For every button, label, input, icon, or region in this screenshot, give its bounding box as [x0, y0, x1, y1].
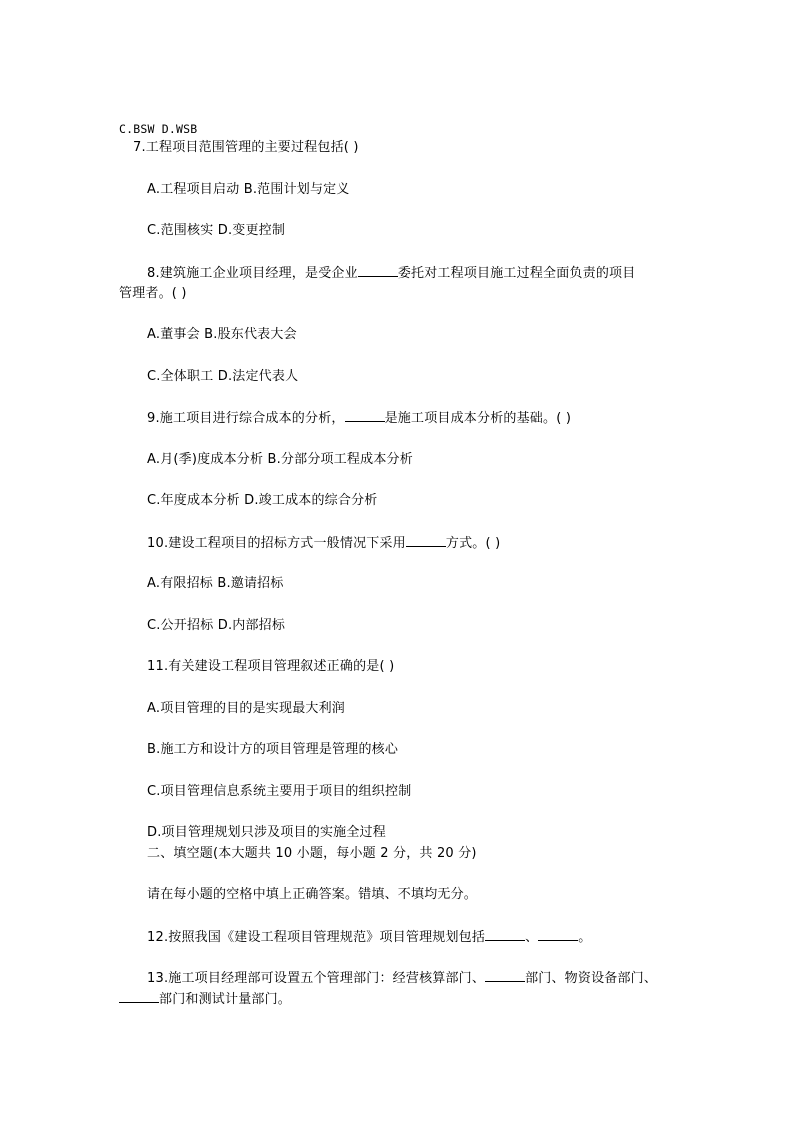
- question-10-options-cd: C.公开招标 D.内部招标: [147, 618, 286, 633]
- answer-options-cd: C.BSW D.WSB: [119, 122, 198, 136]
- question-10-options-ab: A.有限招标 B.邀请招标: [147, 576, 284, 591]
- question-12-text-b: 、: [525, 930, 539, 945]
- question-8-text-a: 8.建筑施工企业项目经理，是受企业: [147, 266, 358, 281]
- section-2-instructions: 请在每小题的空格中填上正确答案。错填、不填均无分。: [147, 887, 478, 902]
- question-11-option-c: C.项目管理信息系统主要用于项目的组织控制: [147, 784, 412, 799]
- question-9-text-b: 是施工项目成本分析的基础。( ): [384, 411, 572, 426]
- question-7: 7.工程项目范围管理的主要过程包括( ): [133, 140, 359, 155]
- question-9: [147, 409, 571, 428]
- question-8-line-1: [147, 264, 635, 283]
- question-8-line-2: 管理者。( ): [119, 286, 187, 301]
- question-12: [147, 928, 591, 947]
- fill-blank: [406, 534, 446, 547]
- section-2-heading: 二、填空题(本大题共 10 小题，每小题 2 分，共 20 分): [147, 846, 477, 861]
- question-13-text-b: 部门、物资设备部门、: [525, 971, 658, 986]
- question-11-option-d: D.项目管理规划只涉及项目的实施全过程: [147, 825, 386, 840]
- question-8-options-ab: A.董事会 B.股东代表大会: [147, 327, 297, 342]
- fill-blank: [485, 928, 525, 941]
- question-12-text-a: 12.按照我国《建设工程项目管理规范》项目管理规划包括: [147, 930, 486, 945]
- question-13-line-2: [119, 990, 291, 1009]
- fill-blank: [345, 409, 385, 422]
- question-10-text-a: 10.建设工程项目的招标方式一般情况下采用: [147, 536, 406, 551]
- question-7-options-ab: A.工程项目启动 B.范围计划与定义: [147, 182, 350, 197]
- question-8-text-b: 委托对工程项目施工过程全面负责的项目: [397, 266, 636, 281]
- question-13-text-a: 13.施工项目经理部可设置五个管理部门：经营核算部门、: [147, 971, 486, 986]
- fill-blank: [485, 969, 525, 982]
- question-9-options-ab: A.月(季)度成本分析 B.分部分项工程成本分析: [147, 452, 413, 467]
- question-7-options-cd: C.范围核实 D.变更控制: [147, 223, 286, 238]
- question-10-text-b: 方式。( ): [445, 536, 501, 551]
- question-13-line-1: [147, 969, 657, 988]
- question-9-text-a: 9.施工项目进行综合成本的分析，: [147, 411, 345, 426]
- fill-blank: [358, 264, 398, 277]
- question-12-text-c: 。: [578, 930, 592, 945]
- fill-blank: [538, 928, 578, 941]
- question-11-option-b: B.施工方和设计方的项目管理是管理的核心: [147, 742, 399, 757]
- fill-blank: [119, 990, 159, 1003]
- question-10: [147, 534, 500, 553]
- question-8-options-cd: C.全体职工 D.法定代表人: [147, 369, 299, 384]
- question-13-text-c: 部门和测试计量部门。: [159, 992, 292, 1007]
- question-11-option-a: A.项目管理的目的是实现最大利润: [147, 701, 345, 716]
- question-11: 11.有关建设工程项目管理叙述正确的是( ): [147, 659, 395, 674]
- question-9-options-cd: C.年度成本分析 D.竣工成本的综合分析: [147, 493, 378, 508]
